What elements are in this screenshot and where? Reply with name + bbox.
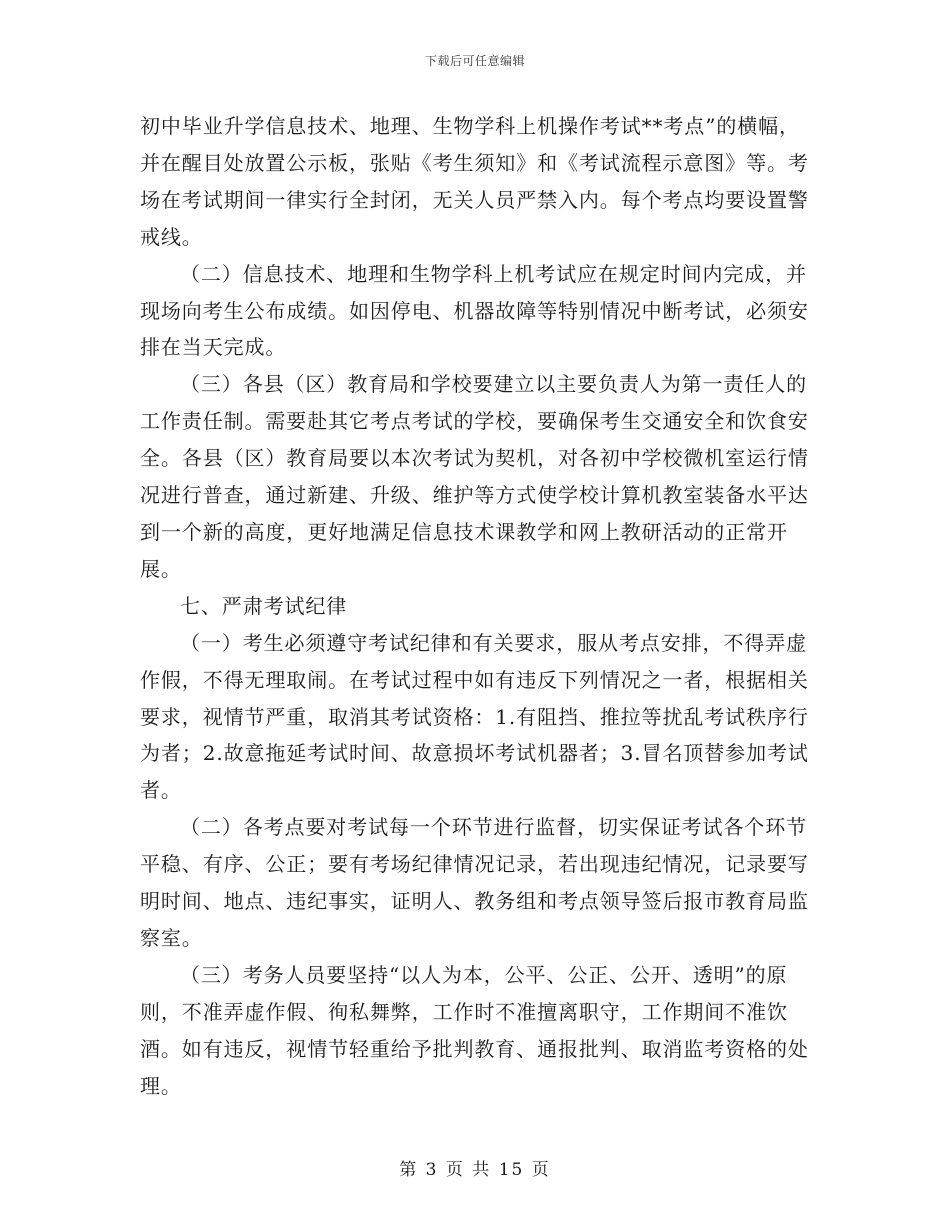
paragraph-7: （三）考务人员要坚持“以人为本，公平、公正、公开、透明”的原则，不准弄虚作假、徇私舞弊，工作时不准擅离职守，工作期间不准饮酒。如有违反，视情节轻重给予批判教育、通报批判、取消监考资格的处理。 <box>140 962 809 1098</box>
document-body <box>140 108 810 1104</box>
paragraph-1: 初中毕业升学信息技术、地理、生物学科上机操作考试**考点”的横幅，并在醒目处放置公示板，张贴《考生须知》和《考试流程示意图》等。考场在考试期间一律实行全封闭，无关人员严禁入内。每个考点均要设置警戒线。 <box>140 114 809 249</box>
section-heading: 七、严肃考试纪律 <box>180 593 348 618</box>
paragraph-5: （一）考生必须遵守考试纪律和有关要求，服从考点安排，不得弄虚作假，不得无理取闹。在考试过程中如有违反下列情况之一者，根据相关要求，视情节严重，取消其考试资格：1.有阻挡、推拉等扰乱考试秩序行为者；2.故意拖延考试时间、故意损坏考试机器者；3.冒名顶替参加考试者。 <box>140 630 809 803</box>
page-footer: 第 3 页 共 15 页 <box>399 1160 551 1180</box>
page-header: 下载后可任意编辑 <box>424 54 525 68</box>
paragraph-2: （二）信息技术、地理和生物学科上机考试应在规定时间内完成，并现场向考生公布成绩。如因停电、机器故障等特别情况中断考试，必须安排在当天完成。 <box>140 261 809 360</box>
paragraph-3: （三）各县（区）教育局和学校要建立以主要负责人为第一责任人的工作责任制。需要赴其它考点考试的学校，要确保考生交通安全和饮食安全。各县（区）教育局要以本次考试为契机，对各初中学校微机室运行情况进行普查，通过新建、升级、维护等方式使学校计算机教室装备水平达到一个新的高度，更好地满足信息技术课教学和网上教研活动的正常开展。 <box>140 372 809 581</box>
paragraph-6: （二）各考点要对考试每一个环节进行监督，切实保证考试各个环节平稳、有序、公正；要有考场纪律情况记录，若出现违纪情况，记录要写明时间、地点、违纪事实，证明人、教务组和考点领导签后报市教育局监察室。 <box>140 815 809 950</box>
